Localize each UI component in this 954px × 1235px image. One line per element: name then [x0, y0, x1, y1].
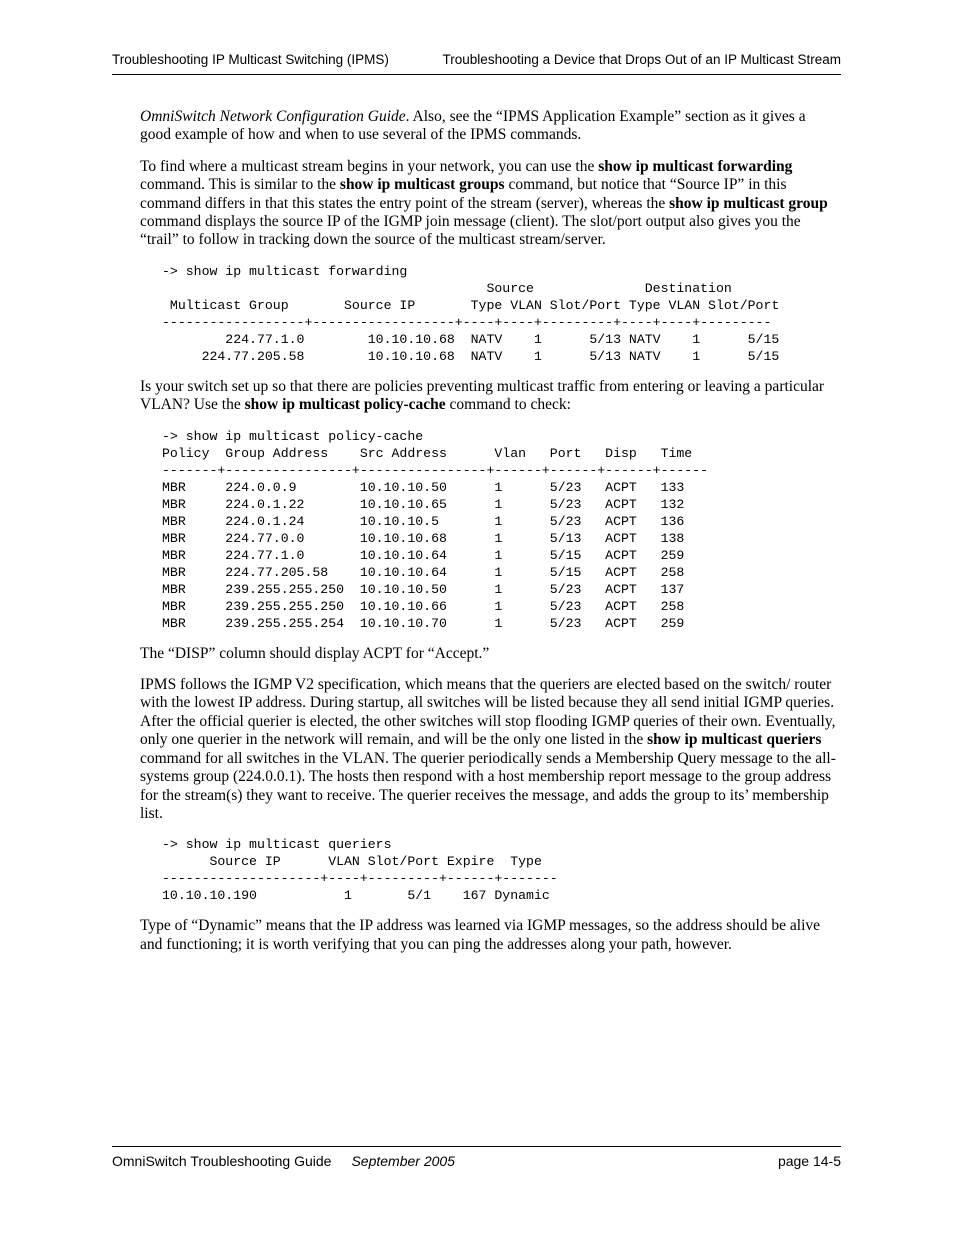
paragraph-disp: The “DISP” column should display ACPT for “Accept.”	[140, 644, 490, 662]
footer-page-number: page 14-5	[777, 1153, 841, 1169]
code-policy-cache-output: -> show ip multicast policy-cache Policy Group Address Src Address Vlan Port Disp Time -------+----------------+----------------+------+------+------+------ MBR 224.0.0.9 10.10.10.50 1 5/23 ACPT 133 MBR 224.0.1.22 10.10.10.65 1 5/23 ACPT 132 MBR 224.0.1.24 10.10.10.5 1 5/23 ACPT 136 MBR 224.77.0.0 10.10.10.68 1 5/13 ACPT 138 MBR 224.77.1.0 10.10.10.64 1 5/15 ACPT 259 MBR 224.77.205.58 10.10.10.64 1 5/15 ACPT 258 MBR 239.255.255.250 10.10.10.50 1 5/23 ACPT 137 MBR 239.255.255.250 10.10.10.66 1 5/23 ACPT 258 MBR 239.255.255.254 10.10.10.70 1 5/23 ACPT 259	[162, 428, 709, 631]
paragraph-forwarding: To find where a multicast stream begins in your network, you can use the show ip multicast forwarding command. This is similar to the show ip multicast groups command, but notice that “Source IP” in this command differs in that this states the entry point of the stream (server), whereas the show ip multicast group command displays the source IP of the IGMP join message (client). The slot/port output also gives you the “trail” to follow in tracking down the source of the multicast stream/server.	[140, 157, 828, 249]
code-forwarding-output: -> show ip multicast forwarding Source Destination Multicast Group Source IP Type VLAN Slot/Port Type VLAN Slot/Port ------------------+------------------+----+----+---------+----+----+--------- 224.77.1.0 10.10.10.68 NATV 1 5/13 NATV 1 5/15 224.77.205.58 10.10.10.68 NATV 1 5/13 NATV 1 5/15	[162, 263, 780, 364]
command-group: show ip multicast group	[669, 194, 828, 212]
command-forwarding: show ip multicast forwarding	[598, 157, 793, 175]
paragraph-policy: Is your switch set up so that there are policies preventing multicast traffic from entering or leaving a particular VLAN? Use the show ip multicast policy-cache command to check:	[140, 377, 825, 414]
header-chapter-title: Troubleshooting IP Multicast Switching (IPMS)	[112, 52, 389, 67]
paragraph-intro: OmniSwitch Network Configuration Guide. Also, see the “IPMS Application Example” section as it gives a good example of how and when to use several of the IPMS commands.	[140, 108, 806, 144]
paragraph-dynamic: Type of “Dynamic” means that the IP address was learned via IGMP messages, so the address should be alive and functioning; it is worth verifying that you can ping the addresses along your path, however.	[140, 917, 821, 953]
page-footer	[112, 1146, 841, 1169]
page-header	[112, 50, 841, 75]
paragraph-queriers: IPMS follows the IGMP V2 specification, which means that the queriers are elected based on the switch/ router with the lowest IP address. During startup, all switches will be listed because they all send initial IGMP queries. After the official querier is elected, the other switches will stop flooding IGMP queries of their own. Eventually, only one querier in the network will remain, and will be the only one listed in the show ip multicast queriers command for all switches in the VLAN. The querier periodically sends a Membership Query message to the all-systems group (224.0.0.1). The hosts then respond with a host membership report message to the group address for the stream(s) they want to receive. The querier receives the message, and adds the group to its’ membership list.	[140, 676, 836, 822]
guide-title: OmniSwitch Network Configuration Guide	[140, 108, 406, 125]
code-queriers-output: -> show ip multicast queriers Source IP VLAN Slot/Port Expire Type --------------------+----+---------+------+------- 10.10.10.190 1 5/1 167 Dynamic	[162, 837, 558, 904]
header-section-title: Troubleshooting a Device that Drops Out of an IP Multicast Stream	[442, 52, 841, 67]
command-policy-cache: show ip multicast policy-cache	[244, 396, 446, 414]
command-queriers: show ip multicast queriers	[647, 731, 822, 749]
page-body	[140, 108, 840, 967]
footer-date: September 2005	[351, 1153, 455, 1169]
command-groups: show ip multicast groups	[339, 176, 505, 194]
footer-guide-title: OmniSwitch Troubleshooting Guide	[112, 1153, 332, 1169]
